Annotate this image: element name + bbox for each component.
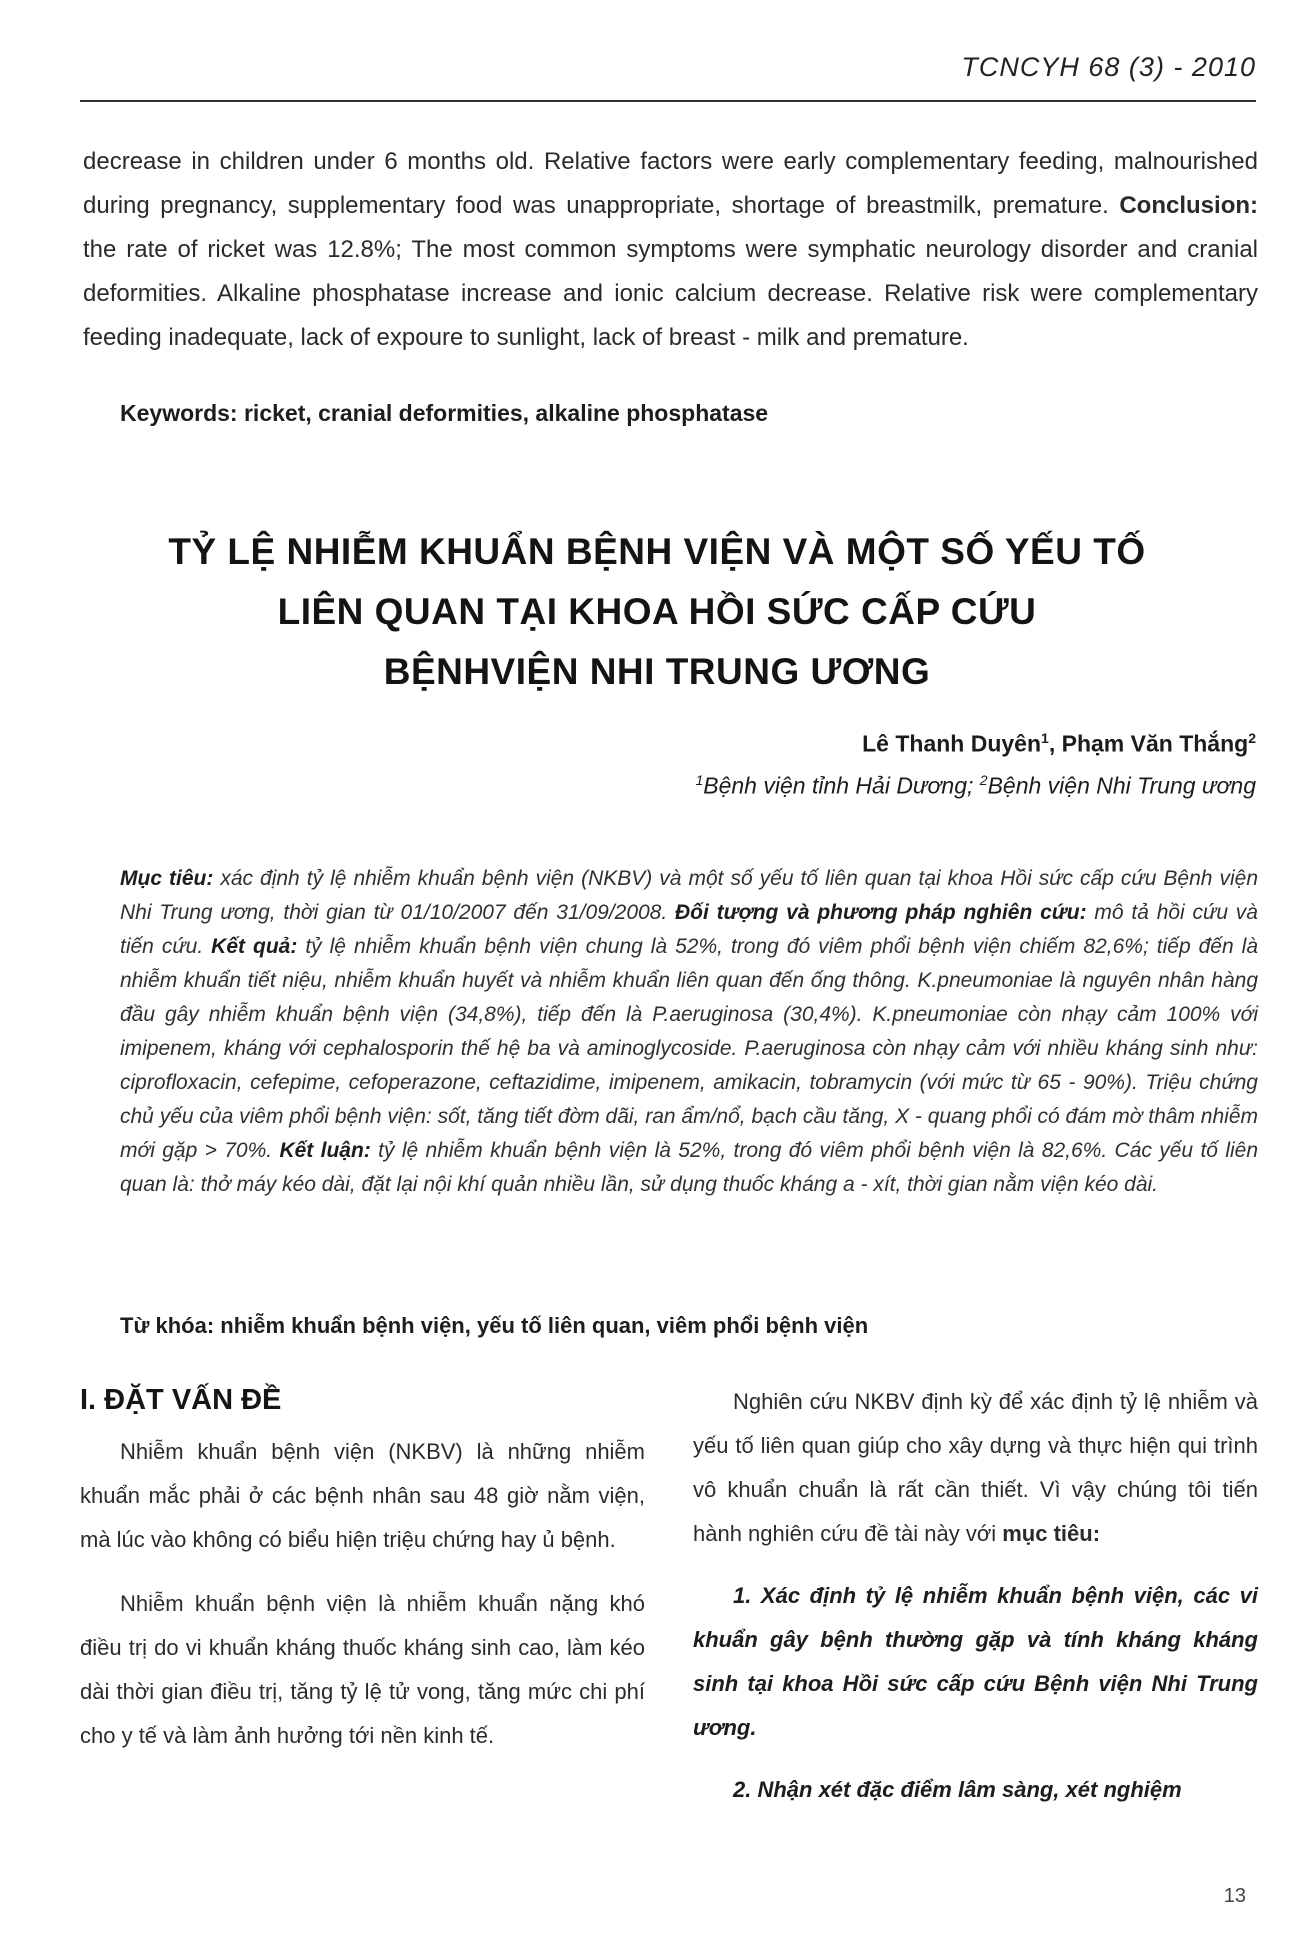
left-column xyxy=(80,1380,645,1778)
prev-conclusion-text: the rate of ricket was 12.8%; The most common symptoms were symphatic neurology disorder and cranial deformities. Alkaline phosphatase increase and ionic calcium decrease. Relative risk were complementary feeding inadequate, lack of expoure to sunlight, lack of breast - milk and premature. xyxy=(83,236,1258,351)
affil-1: Bệnh viện tỉnh Hải Dương; xyxy=(703,772,980,799)
abstract xyxy=(120,862,1258,1202)
previous-article-abstract xyxy=(83,140,1258,360)
author-1: Lê Thanh Duyên xyxy=(862,730,1042,757)
results-label: Kết quả: xyxy=(211,935,298,958)
title-line-1: TỶ LỆ NHIỄM KHUẨN BỆNH VIỆN VÀ MỘT SỐ YẾU TỐ xyxy=(168,531,1146,572)
methods-label: Đối tượng và phương pháp nghiên cứu: xyxy=(675,901,1087,924)
objective-label: Mục tiêu: xyxy=(120,867,214,890)
title-line-2: LIÊN QUAN TẠI KHOA HỒI SỨC CẤP CỨU xyxy=(277,591,1037,632)
previous-keywords xyxy=(120,400,768,427)
keywords-vi: Từ khóa: nhiễm khuẩn bệnh viện, yếu tố liên quan, viêm phổi bệnh viện xyxy=(120,1313,869,1338)
prev-keywords-text: ricket, cranial deformities, alkaline phosphatase xyxy=(237,400,769,426)
objective-text: xác định tỷ lệ nhiễm khuẩn bệnh viện (NKBV) và một số yếu tố liên quan tại khoa Hồi sức cấp cứu Bệnh viện Nhi Trung ương, thời gian từ 01/10/2007 đến 31/09/2008. xyxy=(120,867,1258,924)
author-separator: , xyxy=(1048,730,1062,757)
prev-conclusion-label: Conclusion: xyxy=(1119,192,1258,219)
page-number: 13 xyxy=(1223,1885,1246,1907)
right-paragraph-1 xyxy=(693,1380,1258,1556)
authors-block xyxy=(695,730,1256,799)
intro-paragraph-2: Nhiễm khuẩn bệnh viện là nhiễm khuẩn nặng khó điều trị do vi khuẩn kháng thuốc kháng sinh cao, làm kéo dài thời gian điều trị, tăng tỷ lệ tử vong, tăng mức chi phí cho y tế và làm ảnh hưởng tới nền kinh tế. xyxy=(80,1591,645,1748)
affil-1-marker: 1 xyxy=(695,771,704,788)
prev-abstract-text: decrease in children under 6 months old. Relative factors were early complementary feeding, malnourished during pregnancy, supplementary food was unappropriate, shortage of breastmilk, premature. xyxy=(83,148,1258,219)
intro-paragraph-1: Nhiễm khuẩn bệnh viện (NKBV) là những nhiễm khuẩn mắc phải ở các bệnh nhân sau 48 giờ nằm viện, mà lúc vào không có biểu hiện triệu chứng hay ủ bệnh. xyxy=(80,1439,645,1552)
header-rule xyxy=(80,100,1256,102)
objective-2: 2. Nhận xét đặc điểm lâm sàng, xét nghiệm xyxy=(733,1777,1182,1802)
section-heading: I. ĐẶT VẤN ĐỀ xyxy=(80,1384,282,1416)
conclusion-label: Kết luận: xyxy=(279,1139,371,1162)
objective-1: 1. Xác định tỷ lệ nhiễm khuẩn bệnh viện, các vi khuẩn gây bệnh thường gặp và tính kháng kháng sinh tại khoa Hồi sức cấp cứu Bệnh viện Nhi Trung ương. xyxy=(693,1583,1258,1740)
objectives-label: mục tiêu: xyxy=(1002,1521,1101,1546)
author-names xyxy=(695,730,1256,758)
methods-text: mô tả hồi cứu và tiến cứu. xyxy=(120,901,1258,958)
article-title xyxy=(100,522,1214,702)
conclusion-text: tỷ lệ nhiễm khuẩn bệnh viện là 52%, trong đó viêm phổi bệnh viện là 82,6%. Các yếu tố liên quan là: thở máy kéo dài, đặt lại nội khí quản nhiều lần, sử dụng thuốc kháng a - xít, thời gian nằm viện kéo dài. xyxy=(120,1139,1259,1196)
author-2-affil: 2 xyxy=(1248,730,1256,746)
prev-keywords-label: Keywords: xyxy=(120,400,238,426)
author-2: Phạm Văn Thắng xyxy=(1061,730,1249,757)
affil-2-marker: 2 xyxy=(979,771,988,788)
affil-2: Bệnh viện Nhi Trung ương xyxy=(987,772,1256,799)
right-column xyxy=(693,1380,1258,1830)
journal-header: TCNCYH 68 (3) - 2010 xyxy=(961,52,1256,82)
results-text: tỷ lệ nhiễm khuẩn bệnh viện chung là 52%, trong đó viêm phổi bệnh viện chiếm 82,6%; tiếp đến là nhiễm khuẩn tiết niệu, nhiễm khuẩn huyết và nhiễm khuẩn liên quan đến ống thông. K.pneumoniae là nguyên nhân hàng đầu gây nhiễm khuẩn bệnh viện (34,8%), tiếp đến là P.aeruginosa (30,4%). K.pneumoniae còn nhạy cảm 100% với imipenem, kháng với cephalosporin thế hệ ba và aminoglycoside. P.aeruginosa còn nhạy cảm với nhiều kháng sinh như: ciprofloxacin, cefepime, cefoperazone, ceftazidime, imipenem, amikacin, tobramycin (với mức từ 65 - 90%). Triệu chứng chủ yếu của viêm phổi bệnh viện: sốt, tăng tiết đờm dãi, ran ẩm/nổ, bạch cầu tăng, X - quang phổi có đám mờ thâm nhiễm mới gặp > 70%. xyxy=(120,935,1259,1162)
right-paragraph-1-text: Nghiên cứu NKBV định kỳ để xác định tỷ lệ nhiễm và yếu tố liên quan giúp cho xây dựng và thực hiện qui trình vô khuẩn chuẩn là rất cần thiết. Vì vậy chúng tôi tiến hành nghiên cứu đề tài này với xyxy=(693,1389,1258,1546)
title-line-3: BỆNHVIỆN NHI TRUNG ƯƠNG xyxy=(383,651,931,692)
affiliations xyxy=(695,772,1256,800)
author-1-affil: 1 xyxy=(1041,730,1049,746)
